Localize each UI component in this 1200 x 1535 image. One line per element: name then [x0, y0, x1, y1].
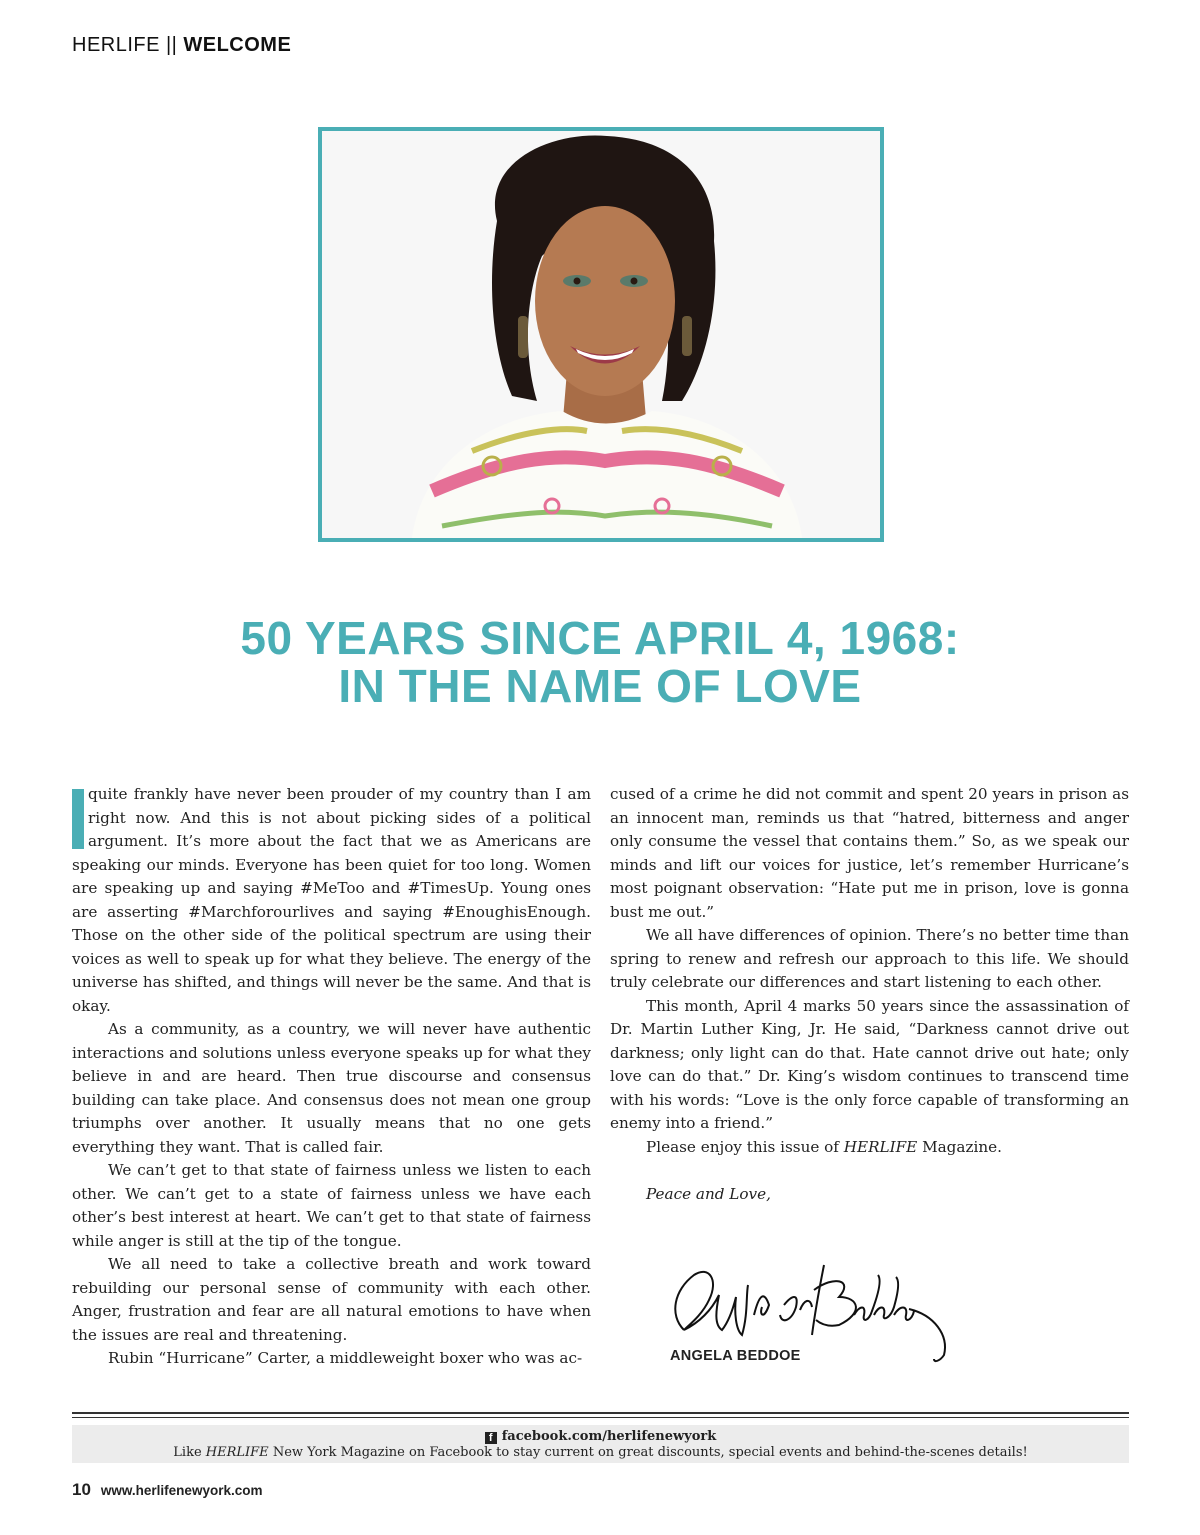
article-headline: [0, 614, 1200, 710]
footer-rule: [72, 1412, 1129, 1414]
paragraph: As a community, as a country, we will never have authentic interactions and solutions unless everyone speaks up for what they believe in and are heard. Then true discourse and consensus building can take place. And consensus does not mean one group triumphs over another. It usually means that no one gets everything they want. That is called fair.: [72, 1020, 591, 1156]
portrait-photo: [318, 127, 884, 542]
facebook-link-line: [72, 1429, 1129, 1445]
signer-name: ANGELA BEDDOE: [670, 1348, 801, 1364]
page-footer: [72, 1480, 262, 1500]
header-brand: HERLIFE: [72, 34, 160, 56]
page-number: 10: [72, 1480, 91, 1499]
paragraph: cused of a crime he did not commit and spent 20 years in prison as an innocent man, reminds us that “hatred, bitterness and anger only consume the vessel that contains them.” So, as we speak our minds and lift our voices for justice, let’s remember Hurricane’s most poignant observation: “Hate put me in prison, love is gonna bust me out.”: [610, 785, 1129, 921]
facebook-url[interactable]: facebook.com/herlifenewyork: [501, 1429, 717, 1444]
header-separator: ||: [165, 34, 178, 56]
magazine-name: HERLIFE: [205, 1445, 269, 1460]
handwritten-signature: [664, 1235, 954, 1365]
page-header: [72, 34, 291, 57]
article-body: [72, 783, 1129, 1371]
paragraph: Rubin “Hurricane” Carter, a middleweight boxer who was ac-: [108, 1349, 583, 1367]
facebook-icon: f: [485, 1432, 497, 1444]
paragraph-text: quite frankly have never been prouder of my country than I am right now. And this is not about picking sides of a political argument. It’s more about the fact that we as Americans are speaking our minds. Everyone has been quiet for too long. Women are speaking up and saying #MeToo and #TimesUp. Young ones are asserting #Marchforourlives and saying #EnoughisEnough. Those on the other side of the political spectrum are using their voices as well to speak up for what they believe. The energy of the universe has shifted, and things will never be the same. And that is okay.: [72, 785, 591, 1015]
signoff: Peace and Love,: [646, 1184, 771, 1203]
website-link[interactable]: www.herlifenewyork.com: [100, 1483, 263, 1498]
drop-cap-i: [72, 789, 84, 849]
paragraph: This month, April 4 marks 50 years since the assassination of Dr. Martin Luther King, Jr. He said, “Darkness cannot drive out darkness; only light can do that. Hate cannot drive out hate; only love can do that.” Dr. King’s wisdom continues to transcend time with his words: “Love is the only force capable of transforming an enemy into a friend.”: [610, 996, 1129, 1132]
headline-line-2: IN THE NAME OF LOVE: [338, 660, 862, 712]
paragraph: We all have differences of opinion. There’s no better time than spring to renew and refresh our approach to this life. We should truly celebrate our differences and start listening to each other.: [610, 926, 1129, 991]
text: New York Magazine on Facebook to stay current on great discounts, special events and behind-the-scenes details!: [268, 1445, 1028, 1460]
facebook-promo-text: [72, 1445, 1129, 1461]
text: Like: [173, 1445, 206, 1460]
footer-rule-thin: [72, 1417, 1129, 1418]
paragraph: We can’t get to that state of fairness unless we listen to each other. We can’t get to a state of fairness unless we have each other’s best interest at heart. We can’t get to that state of fairness while anger is still at the tip of the tongue.: [72, 1161, 591, 1250]
magazine-name: HERLIFE: [843, 1137, 918, 1156]
paragraph: We all need to take a collective breath and work toward rebuilding our personal sense of community with each other. Anger, frustration and fear are all natural emotions to have when the issues are real and threatening.: [72, 1255, 591, 1344]
headline-line-1: 50 YEARS SINCE APRIL 4, 1968:: [240, 612, 960, 664]
text: Magazine.: [917, 1137, 1002, 1156]
facebook-promo: [72, 1425, 1129, 1463]
paragraph: [610, 1136, 1129, 1160]
text: Please enjoy this issue of: [646, 1137, 844, 1156]
header-section: WELCOME: [183, 34, 292, 56]
paragraph: [72, 783, 591, 1018]
article-column-left: [72, 783, 591, 1371]
portrait-illustration: [322, 131, 880, 538]
